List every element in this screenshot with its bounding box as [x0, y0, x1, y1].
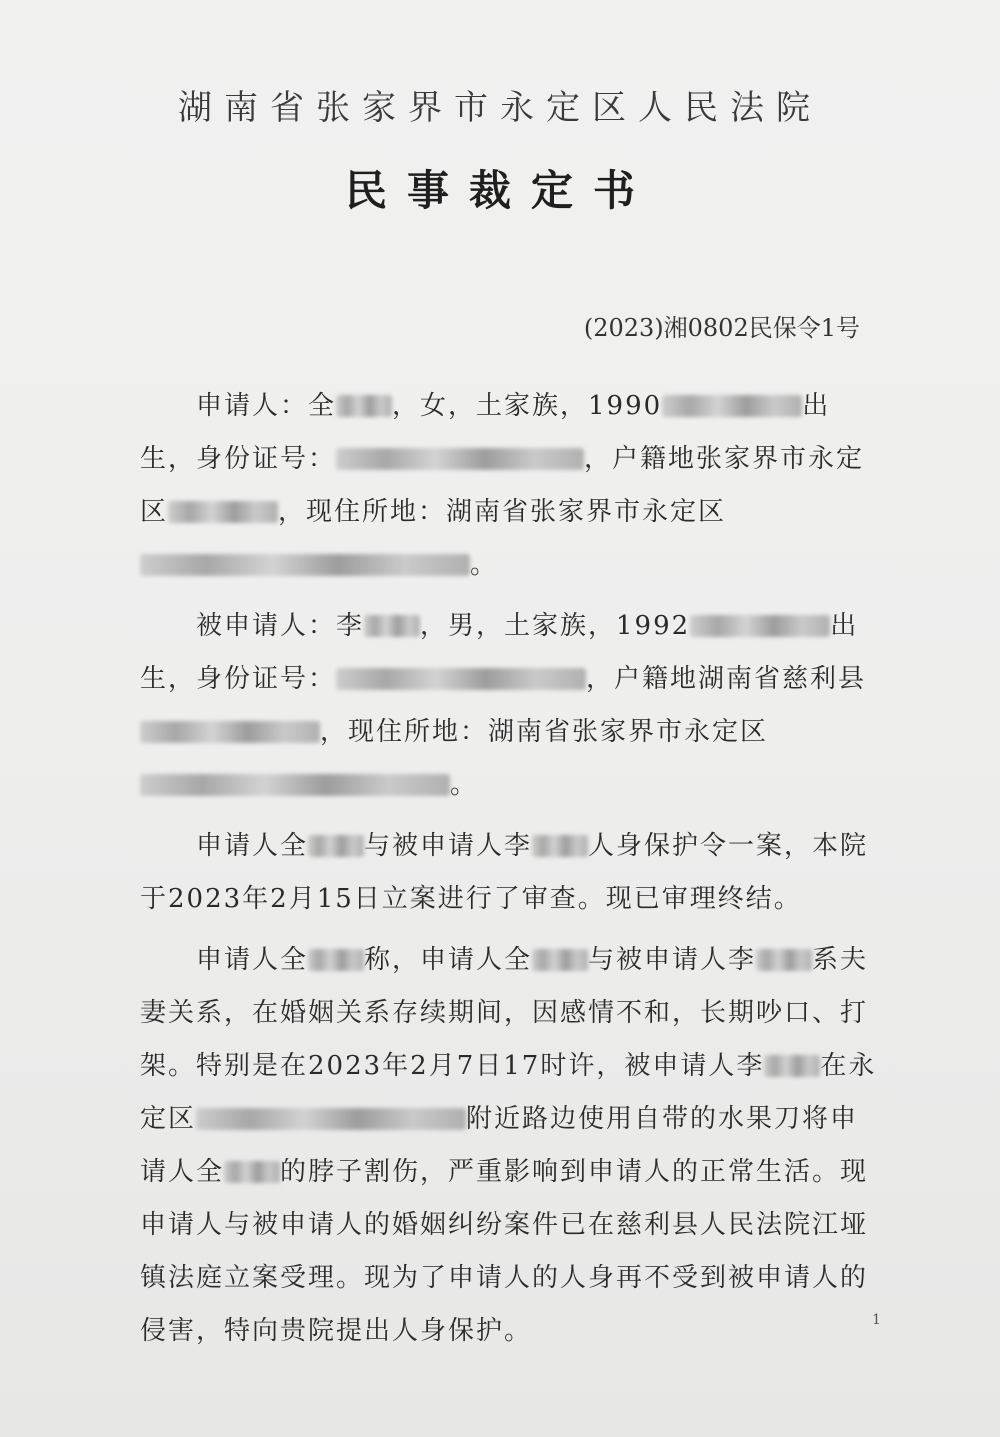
text-segment: 附近路边使用自带的水果刀将申请人全	[140, 1104, 859, 1187]
text-segment: 被申请人：李	[196, 611, 365, 641]
redaction-blur	[336, 668, 586, 690]
text-segment: 出生，身份证号：	[140, 391, 831, 474]
text-segment: 称，申请人全	[364, 945, 533, 975]
redaction-blur	[336, 448, 584, 470]
text-segment: 与被申请人李	[364, 831, 533, 861]
page-number: 1	[872, 1312, 881, 1328]
claim-paragraph	[140, 934, 880, 1358]
redaction-blur	[196, 1108, 466, 1130]
redaction-blur	[662, 395, 802, 417]
text-segment: ，男，土家族，1992	[420, 611, 691, 641]
text-segment: ，现住所地：湖南省张家界市永定区	[320, 717, 769, 747]
text-segment: 出生，身份证号：	[140, 611, 859, 694]
text-segment: 与被申请人李	[588, 945, 757, 975]
text-segment: 在永定区	[140, 1051, 877, 1134]
text-segment: 申请人：全	[196, 391, 337, 421]
text-segment: 的脖子割伤，严重影响到申请人的正常生活。现申请人与被申请人的婚姻纠纷案件已在慈利县人民法院江垭镇法庭立案受理。现为了申请人的人身再不受到被申请人的侵害，特向贵院提出人身保护。	[140, 1157, 869, 1346]
text-segment: ，户籍地张家界市永定区	[140, 444, 865, 527]
text-segment: 。	[450, 770, 479, 800]
redaction-blur	[756, 949, 812, 971]
text-segment: 申请人全	[196, 945, 309, 975]
redaction-blur	[308, 949, 364, 971]
text-segment: ，女，土家族，1990	[392, 391, 663, 421]
text-segment: 人身保护令一案，本院于2023年2月15日立案进行了审查。现已审理终结。	[140, 831, 869, 914]
redaction-blur	[532, 835, 588, 857]
redaction-blur	[140, 774, 450, 796]
redaction-blur	[764, 1055, 820, 1077]
redaction-blur	[168, 501, 278, 523]
case-paragraph	[140, 820, 880, 926]
text-segment: 。	[470, 550, 499, 580]
document-body	[140, 380, 880, 1366]
text-segment: ，户籍地湖南省慈利县	[586, 664, 867, 694]
redaction-blur	[140, 721, 320, 743]
redaction-blur	[336, 395, 392, 417]
text-segment: 系夫妻关系，在婚姻关系存续期间，因感情不和，长期吵口、打架。特别是在2023年2月7日17时许，被申请人李	[140, 945, 869, 1081]
respondent-paragraph	[140, 600, 880, 812]
applicant-paragraph	[140, 380, 880, 592]
redaction-blur	[364, 615, 420, 637]
redaction-blur	[224, 1161, 280, 1183]
redaction-blur	[690, 615, 830, 637]
redaction-blur	[140, 554, 470, 576]
court-name: 湖南省张家界市永定区人民法院	[178, 88, 822, 128]
redaction-blur	[308, 835, 364, 857]
redaction-blur	[532, 949, 588, 971]
text-segment: 申请人全	[196, 831, 309, 861]
document-title: 民事裁定书	[344, 166, 655, 215]
case-number: (2023)湘0802民保令1号	[583, 314, 860, 342]
text-segment: ，现住所地：湖南省张家界市永定区	[278, 497, 727, 527]
